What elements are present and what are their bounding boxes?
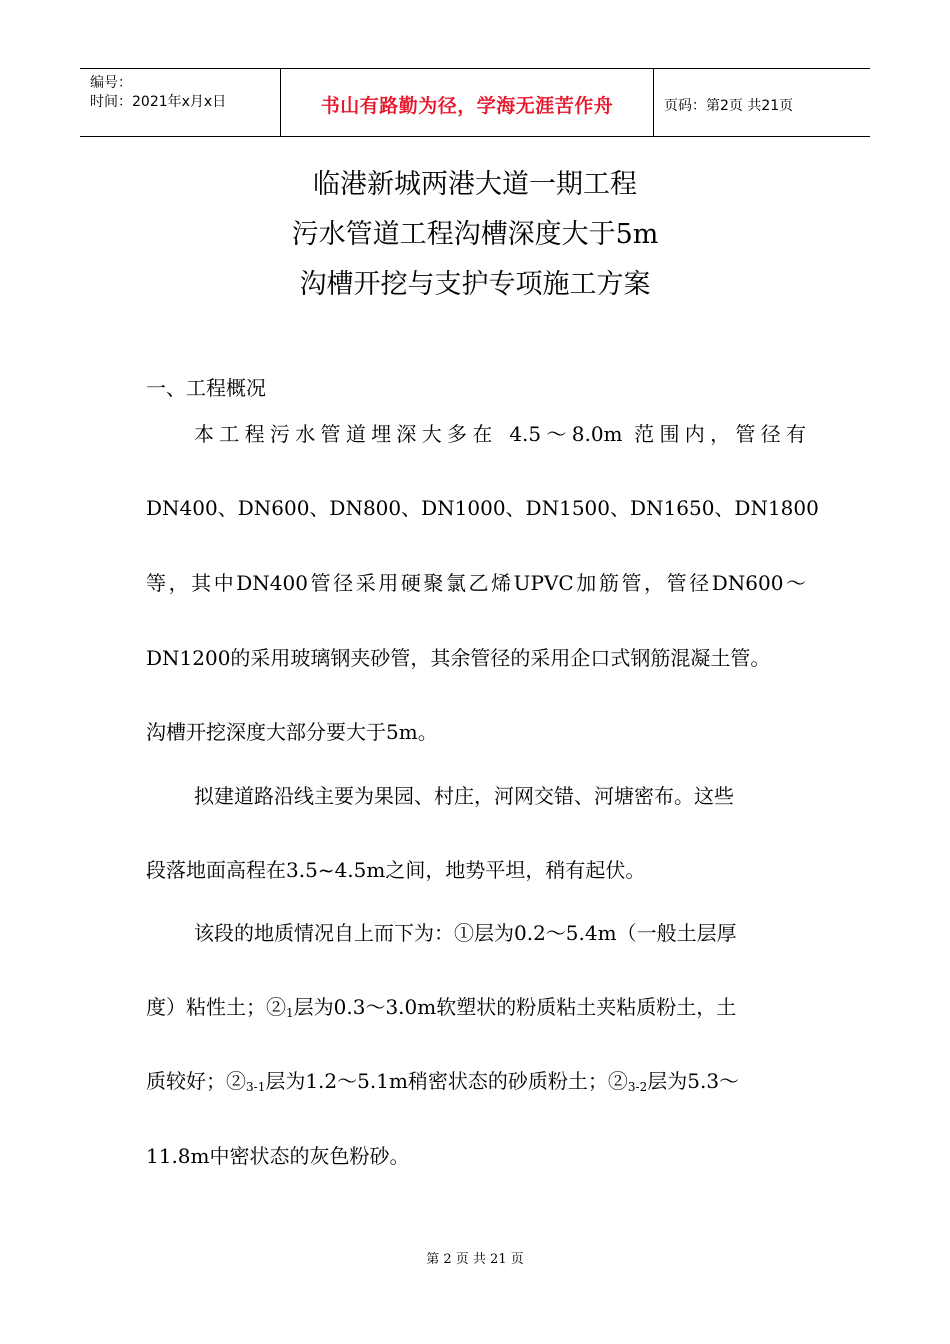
subscript: 3-2 (627, 1080, 648, 1094)
text-segment: 度）粘性土；② (146, 995, 286, 1019)
text-segment: 层为5.3～ (647, 1069, 740, 1093)
subscript: 1 (286, 1006, 294, 1020)
header-number-label: 编号： (90, 75, 132, 91)
section-heading: 一、工程概况 (146, 376, 266, 400)
text-segment: 层为1.2～5.1m稍密状态的砂质粉土；② (265, 1069, 628, 1093)
header-page-cell (654, 69, 870, 136)
title-line-3: 沟槽开挖与支护专项施工方案 (299, 269, 651, 300)
paragraph-1-line-3: 等，其中DN400管径采用硬聚氯乙烯UPVC加筋管，管径DN600～ (146, 571, 806, 595)
paragraph-1-line-4: DN1200的采用玻璃钢夹砂管，其余管径的采用企口式钢筋混凝土管。 (146, 646, 771, 670)
paragraph-2-line-1: 拟建道路沿线主要为果园、村庄，河网交错、河塘密布。这些 (194, 784, 734, 808)
text-segment: 层为0.3～3.0m软塑状的粉质粘土夹粘质粉土，土 (293, 995, 737, 1019)
header-motto-cell (281, 69, 654, 136)
title-line-1: 临港新城两港大道一期工程 (313, 169, 637, 200)
paragraph-1-line-5: 沟槽开挖深度大部分要大于5m。 (146, 720, 438, 744)
paragraph-2-line-2: 段落地面高程在3.5~4.5m之间，地势平坦，稍有起伏。 (146, 858, 646, 882)
header-page-code: 页码：第2页 共21页 (664, 98, 794, 114)
paragraph-3-line-4: 11.8m中密状态的灰色粉砂。 (146, 1144, 410, 1168)
paragraph-3-line-1: 该段的地质情况自上而下为：①层为0.2～5.4m（一般土层厚 (194, 921, 737, 945)
page-footer: 第 2 页 共 21 页 (426, 1252, 524, 1267)
title-line-2: 污水管道工程沟槽深度大于5m (291, 219, 659, 250)
header-time-label: 时间：2021年x月x日 (90, 94, 227, 110)
paragraph-1-line-2: DN400、DN600、DN800、DN1000、DN1500、DN1650、DN1800 (146, 496, 819, 520)
paragraph-3-line-3 (146, 1071, 806, 1093)
header-info-cell (80, 69, 281, 136)
paragraph-3-line-2 (146, 997, 806, 1019)
document-header (80, 68, 870, 137)
paragraph-1-line-1: 本工程污水管道埋深大多在 4.5～8.0m 范围内，管径有 (194, 422, 806, 446)
subscript: 3-1 (246, 1080, 266, 1094)
text-segment: 质较好；② (146, 1069, 246, 1093)
header-motto: 书山有路勤为径，学海无涯苦作舟 (320, 95, 614, 117)
